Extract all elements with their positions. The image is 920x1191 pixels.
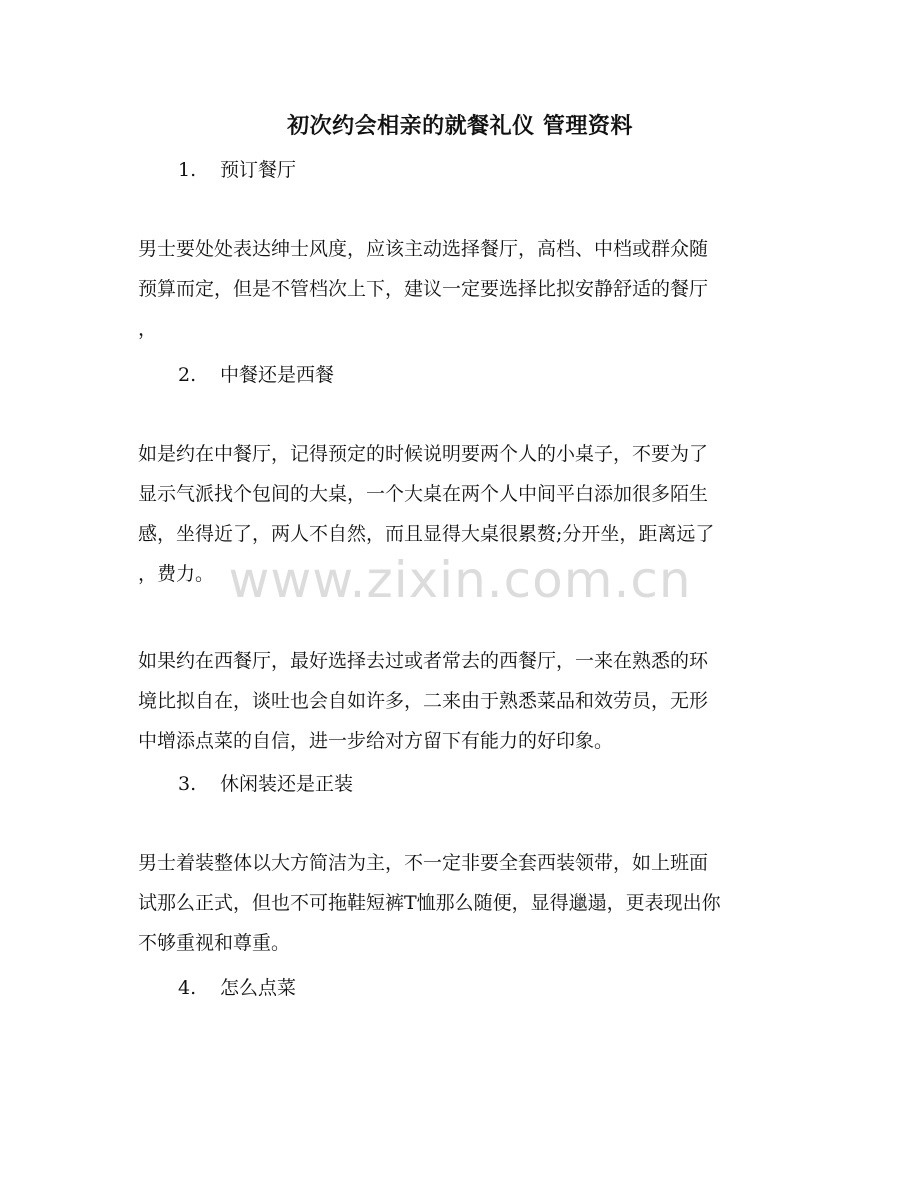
section-title: 休闲装还是正装 bbox=[220, 773, 354, 795]
paragraph-line: 男士着装整体以大方简洁为主，不一定非要全套西装领带，如上班面 bbox=[138, 852, 709, 874]
paragraph-line: 不够重视和尊重。 bbox=[138, 932, 291, 954]
section-heading-4 bbox=[178, 972, 296, 1004]
paragraph-line: 如果约在西餐厅，最好选择去过或者常去的西餐厅，一来在熟悉的环 bbox=[138, 650, 709, 672]
paragraph-line: 试那么正式，但也不可拖鞋短裤T恤那么随便，显得邋遢，更表现出你 bbox=[138, 892, 721, 914]
paragraph-line: ，费力。 bbox=[138, 563, 215, 585]
paragraph-line: 男士要处处表达绅士风度，应该主动选择餐厅，高档、中档或群众随 bbox=[138, 238, 709, 260]
section-number: 4. bbox=[178, 977, 197, 999]
paragraph-line: 感，坐得近了，两人不自然，而且显得大桌很累赘;分开坐，距离远了 bbox=[138, 523, 715, 545]
section-number: 2. bbox=[178, 364, 197, 386]
watermark: www.zixin.com.cn bbox=[228, 551, 692, 609]
paragraph-line: 预算而定，但是不管档次上下，建议一定要选择比拟安静舒适的餐厅 bbox=[138, 278, 709, 300]
paragraph-line: 如是约在中餐厅，记得预定的时候说明要两个人的小桌子，不要为了 bbox=[138, 443, 709, 465]
paragraph-line: ， bbox=[138, 318, 158, 340]
paragraph bbox=[138, 229, 788, 349]
section-heading-3 bbox=[178, 768, 353, 800]
paragraph-line: 显示气派找个包间的大桌，一个大桌在两个人中间平白添加很多陌生 bbox=[138, 483, 709, 505]
section-title: 预订餐厅 bbox=[220, 159, 297, 181]
section-heading-1 bbox=[178, 154, 296, 186]
section-number: 3. bbox=[178, 773, 197, 795]
section-title: 中餐还是西餐 bbox=[220, 364, 335, 386]
section-number: 1. bbox=[178, 159, 197, 181]
section-heading-2 bbox=[178, 359, 334, 391]
paragraph-line: 境比拟自在，谈吐也会自如许多，二来由于熟悉菜品和效劳员，无形 bbox=[138, 690, 709, 712]
document-title: 初次约会相亲的就餐礼仪 管理资料 bbox=[287, 113, 633, 139]
paragraph bbox=[138, 641, 788, 761]
paragraph-line: 中增添点菜的自信，进一步给对方留下有能力的好印象。 bbox=[138, 730, 614, 752]
section-title: 怎么点菜 bbox=[220, 977, 297, 999]
paragraph bbox=[138, 843, 788, 963]
